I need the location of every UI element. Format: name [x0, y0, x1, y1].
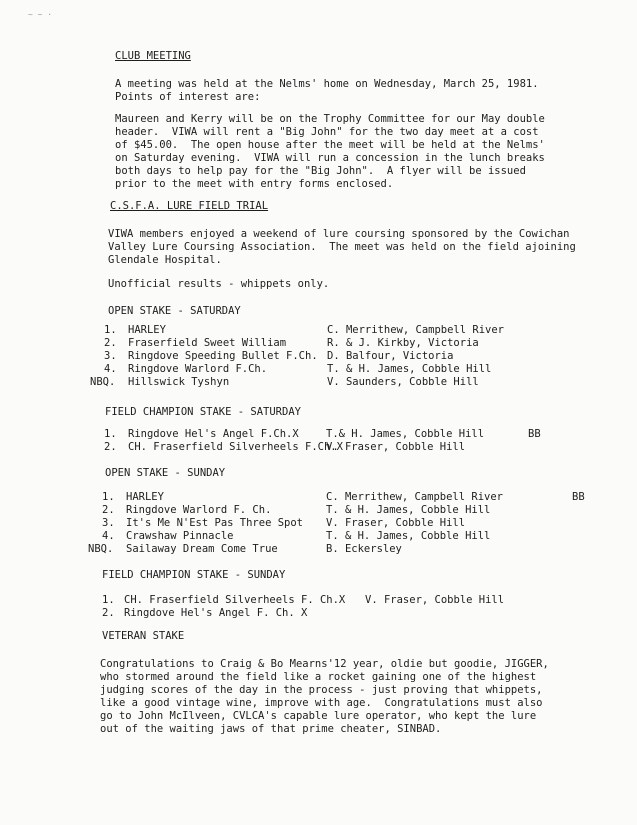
field-champion-saturday-heading: FIELD CHAMPION STAKE - SATURDAY	[105, 406, 301, 418]
result-place: 3.	[104, 350, 117, 362]
result-row	[0, 376, 637, 388]
result-row	[0, 607, 637, 619]
result-place: 1.	[104, 428, 117, 440]
result-owner: R. & J. Kirkby, Victoria	[327, 337, 479, 349]
result-owner: B. Eckersley	[326, 543, 402, 555]
lure-trial-body: VIWA members enjoyed a weekend of lure coursing sponsored by the Cowichan Valley Lure Coursing Association. The meet was held on the field ajoining Glendale Hospital.	[108, 228, 576, 266]
result-row	[0, 350, 637, 362]
club-meeting-intro: A meeting was held at the Nelms' home on Wednesday, March 25, 1981. Points of interest are:	[115, 78, 539, 103]
result-owner: C. Merrithew, Campbell River	[327, 324, 505, 336]
result-row	[0, 491, 637, 503]
result-dog-name: HARLEY	[126, 491, 164, 503]
result-place: 2.	[102, 504, 115, 516]
result-owner: V. Fraser, Cobble Hill	[326, 441, 466, 453]
veteran-stake-body: Congratulations to Craig & Bo Mearns'12 year, oldie but goodie, JIGGER, who stormed around the field like a rocket gaining one of the highest judging scores of the day in the process - just proving that whippets, like a good vintage wine, improve with age. Congratulations must also go to John McIlveen, CVLCA's capable lure operator, who kept the lure out of the waiting jaws of that prime cheater, SINBAD.	[100, 658, 549, 735]
result-dog-name: CH. Fraserfield Silverheels F. Ch.X	[124, 594, 346, 606]
result-row	[0, 530, 637, 542]
result-owner: T. & H. James, Cobble Hill	[326, 504, 491, 516]
result-dog-name: Hillswick Tyshyn	[128, 376, 230, 388]
result-dog-name: Fraserfield Sweet William	[128, 337, 287, 349]
result-dog-name: Ringdove Warlord F. Ch.	[126, 504, 272, 516]
result-note: BB	[528, 428, 541, 440]
result-row	[0, 363, 637, 375]
result-place: 2.	[104, 441, 117, 453]
result-owner: T. & H. James, Cobble Hill	[326, 530, 491, 542]
result-place: 1.	[102, 491, 115, 503]
result-dog-name: Ringdove Warlord F.Ch.	[128, 363, 268, 375]
club-meeting-body: Maureen and Kerry will be on the Trophy Committee for our May double header. VIWA will rent a "Big John" for the two day meet at a cost of $45.00. The open house after the meet will be held at the Nelms' on Saturday evening. VIWA will run a concession in the lunch breaks both days to help pay for the "Big John". A flyer will be issued prior to the meet with entry forms enclosed.	[115, 113, 545, 190]
field-champion-sunday-heading: FIELD CHAMPION STAKE - SUNDAY	[102, 569, 286, 581]
result-owner: V. Saunders, Cobble Hill	[327, 376, 479, 388]
result-owner: D. Balfour, Victoria	[327, 350, 454, 362]
result-place: 1.	[104, 324, 117, 336]
club-meeting-heading: CLUB MEETING	[115, 50, 191, 62]
open-stake-sunday-heading: OPEN STAKE - SUNDAY	[105, 467, 226, 479]
result-row	[0, 441, 637, 453]
unofficial-results-note: Unofficial results - whippets only.	[108, 278, 330, 290]
result-row	[0, 543, 637, 555]
result-row	[0, 504, 637, 516]
result-place: NBQ.	[88, 543, 114, 555]
lure-trial-heading: C.S.F.A. LURE FIELD TRIAL	[110, 200, 269, 212]
result-owner: C. Merrithew, Campbell River	[326, 491, 504, 503]
result-place: 4.	[104, 363, 117, 375]
result-place: 4.	[102, 530, 115, 542]
result-place: 2.	[102, 607, 115, 619]
result-dog-name: Sailaway Dream Come True	[126, 543, 278, 555]
smudge-mark: ~ ~ ·	[28, 10, 53, 19]
result-place: NBQ.	[90, 376, 116, 388]
result-place: 1.	[102, 594, 115, 606]
open-stake-saturday-heading: OPEN STAKE - SATURDAY	[108, 305, 241, 317]
result-owner: V. Fraser, Cobble Hill	[365, 594, 505, 606]
veteran-stake-heading: VETERAN STAKE	[102, 630, 185, 642]
result-row	[0, 337, 637, 349]
result-dog-name: Ringdove Hel's Angel F. Ch. X	[124, 607, 308, 619]
result-row	[0, 517, 637, 529]
result-place: 3.	[102, 517, 115, 529]
result-dog-name: Ringdove Hel's Angel F.Ch.X	[128, 428, 299, 440]
result-dog-name: CH. Fraserfield Silverheels F.Ch.X	[128, 441, 343, 453]
result-owner: T.& H. James, Cobble Hill	[326, 428, 485, 440]
result-row	[0, 594, 637, 606]
result-dog-name: It's Me N'Est Pas Three Spot	[126, 517, 304, 529]
result-dog-name: Ringdove Speeding Bullet F.Ch.	[128, 350, 318, 362]
result-owner: V. Fraser, Cobble Hill	[326, 517, 466, 529]
result-row	[0, 428, 637, 440]
result-note: BB	[572, 491, 585, 503]
result-owner: T. & H. James, Cobble Hill	[327, 363, 492, 375]
result-place: 2.	[104, 337, 117, 349]
result-row	[0, 324, 637, 336]
result-dog-name: HARLEY	[128, 324, 166, 336]
result-dog-name: Crawshaw Pinnacle	[126, 530, 234, 542]
